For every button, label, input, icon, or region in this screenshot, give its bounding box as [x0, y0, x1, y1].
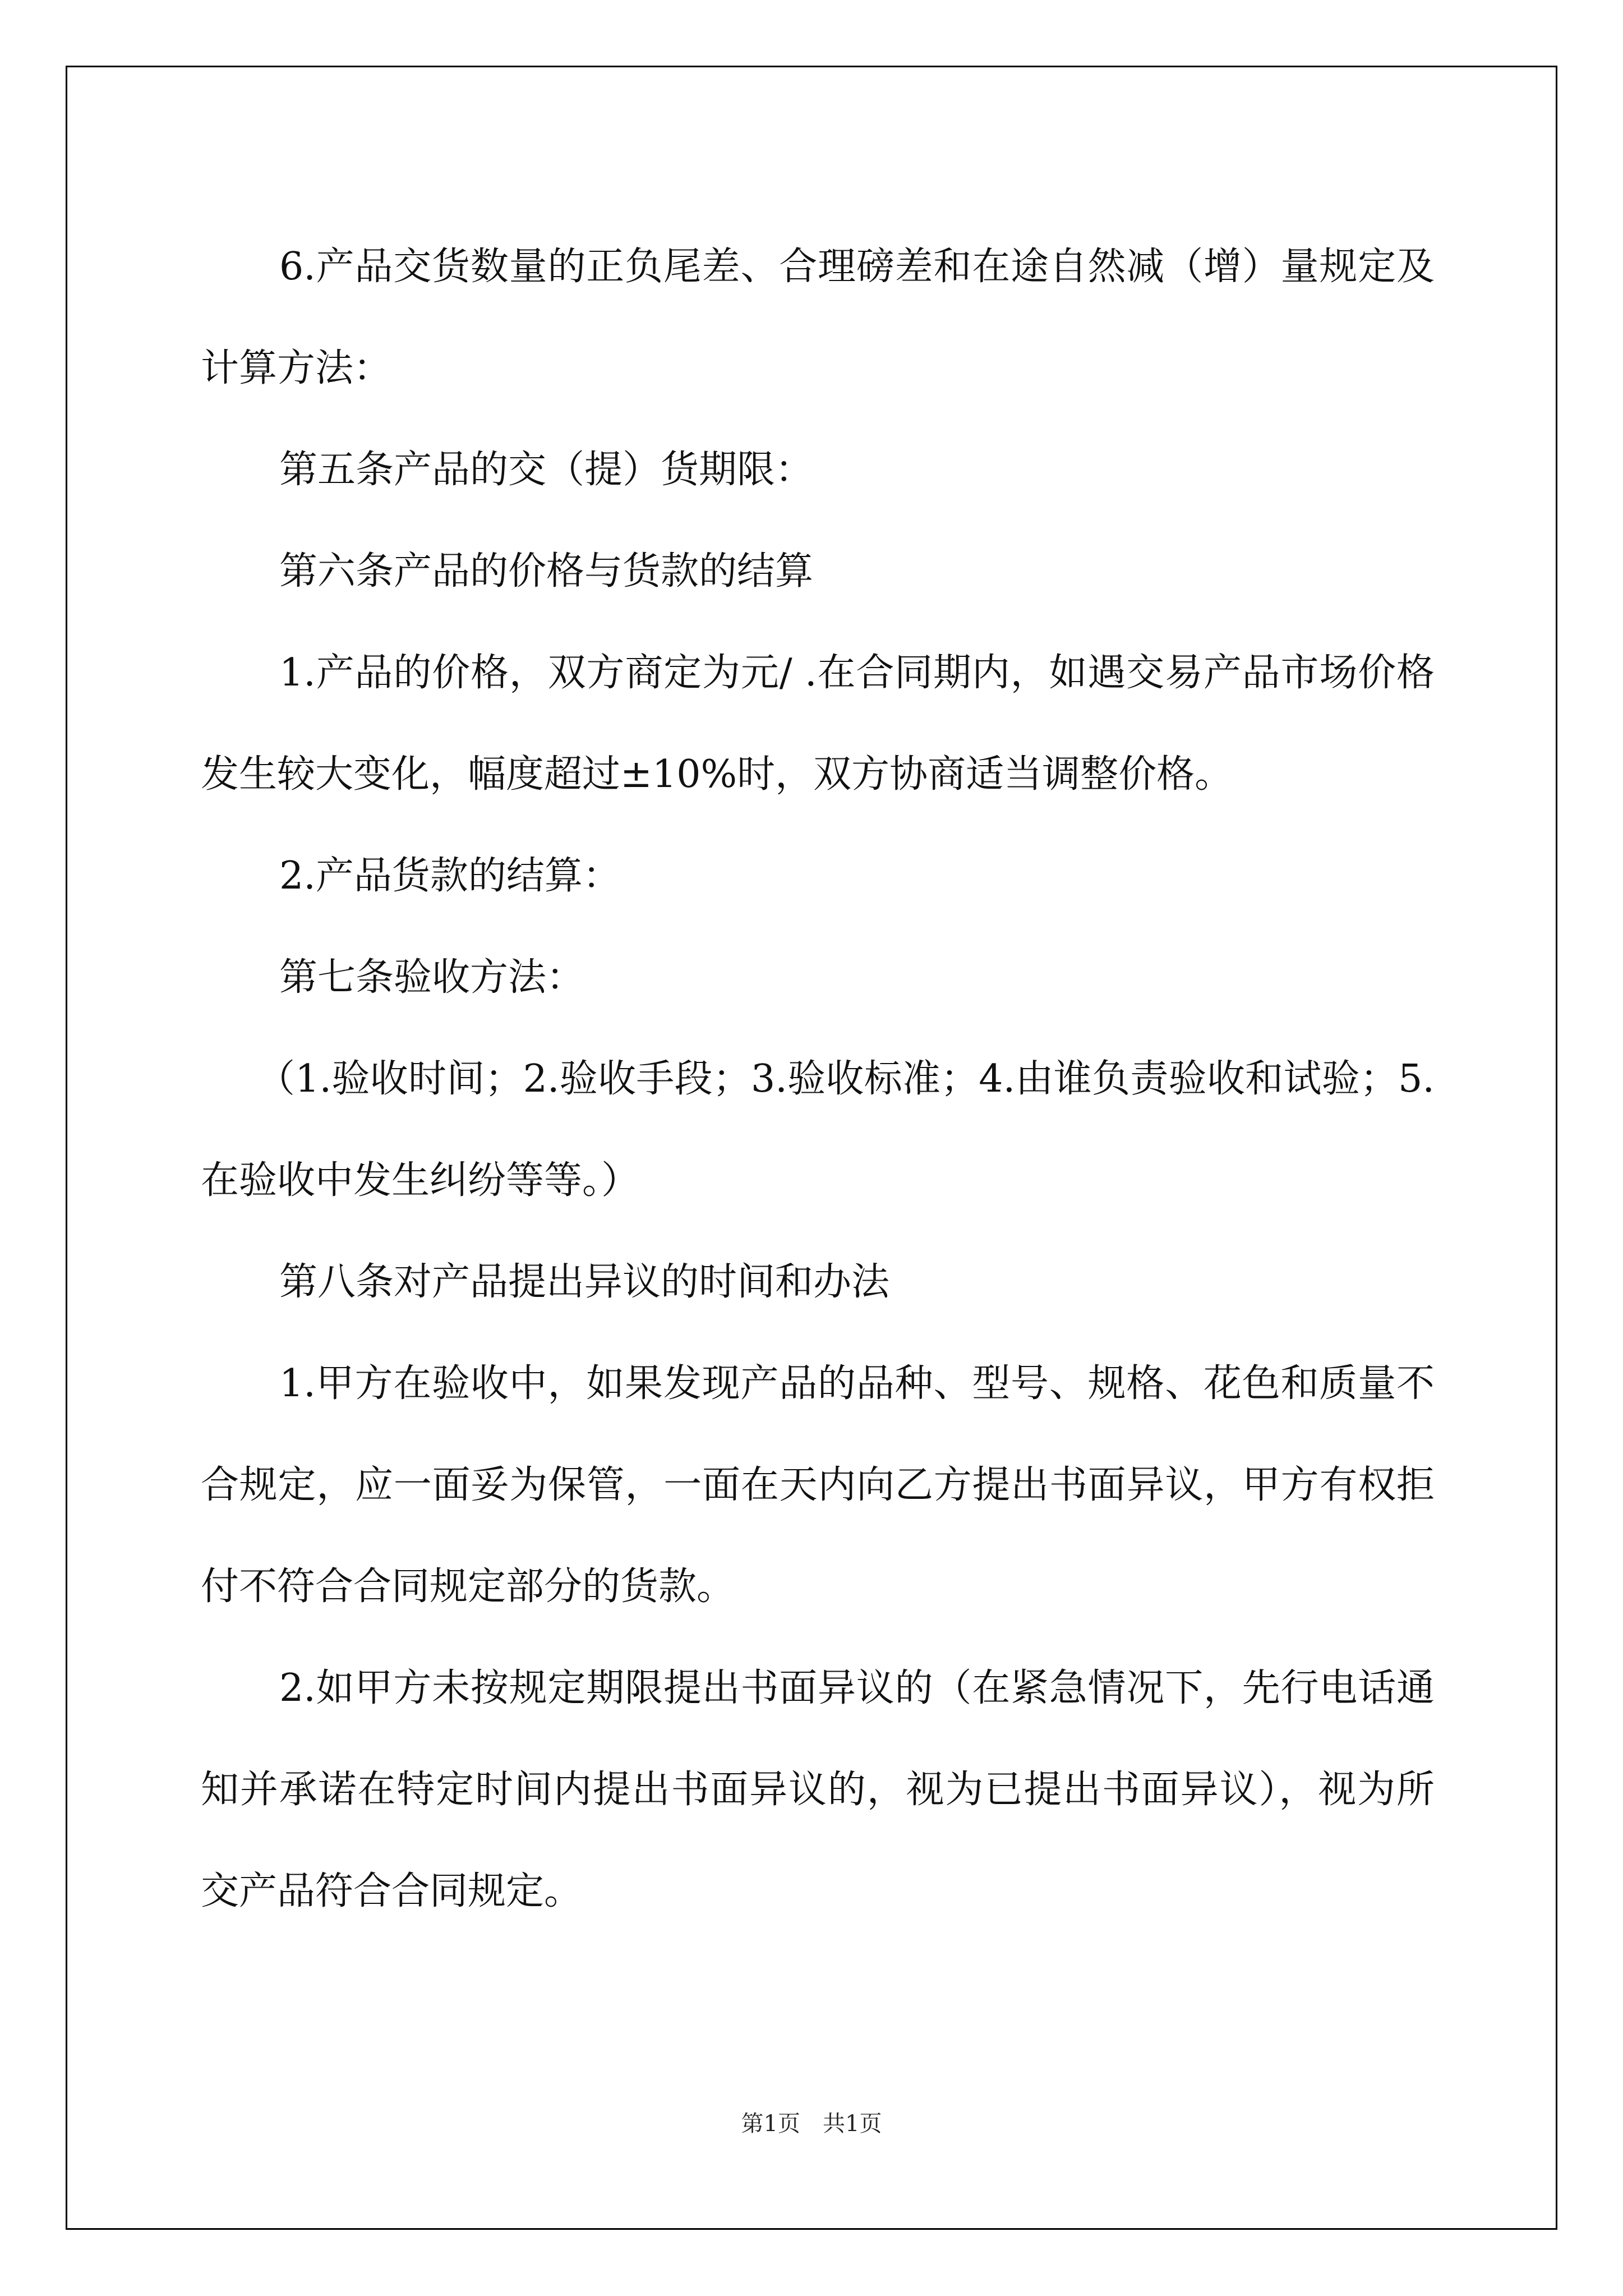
paragraph-article-6: 第六条产品的价格与货款的结算	[279, 549, 814, 593]
paragraph-article-8: 第八条对产品提出异议的时间和办法	[279, 1260, 890, 1304]
paragraph-article-7: 第七条验收方法：	[279, 955, 585, 1000]
paragraph-settlement: 2.产品货款的结算：	[279, 854, 621, 898]
paragraph-quantity-tolerance: 6.产品交货数量的正负尾差、合理磅差和在途自然减（增）量规定及计算方法：	[201, 245, 1435, 390]
paragraph-objection-2: 2.如甲方未按规定期限提出书面异议的（在紧急情况下，先行电话通知并承诺在特定时间内提出书面异议的，视为已提出书面异议），视为所交产品符合合同规定。	[201, 1666, 1435, 1913]
paragraph-objection-1: 1.甲方在验收中，如果发现产品的品种、型号、规格、花色和质量不合规定，应一面妥为保管，一面在天内向乙方提出书面异议，甲方有权拒付不符合合同规定部分的货款。	[201, 1361, 1435, 1609]
paragraph-price: 1.产品的价格，双方商定为元/ .在合同期内，如遇交易产品市场价格发生较大变化，幅度超过±10%时，双方协商适当调整价格。	[201, 651, 1435, 797]
page-number: 第1页 共1页	[741, 2111, 882, 2137]
paragraph-article-5: 第五条产品的交（提）货期限：	[279, 448, 814, 492]
document-body	[201, 216, 1435, 1942]
paragraph-acceptance-items: （1.验收时间；2.验收手段；3.验收标准；4.由谁负责验收和试验；5.在验收中发生纠纷等等。）	[201, 1057, 1435, 1203]
